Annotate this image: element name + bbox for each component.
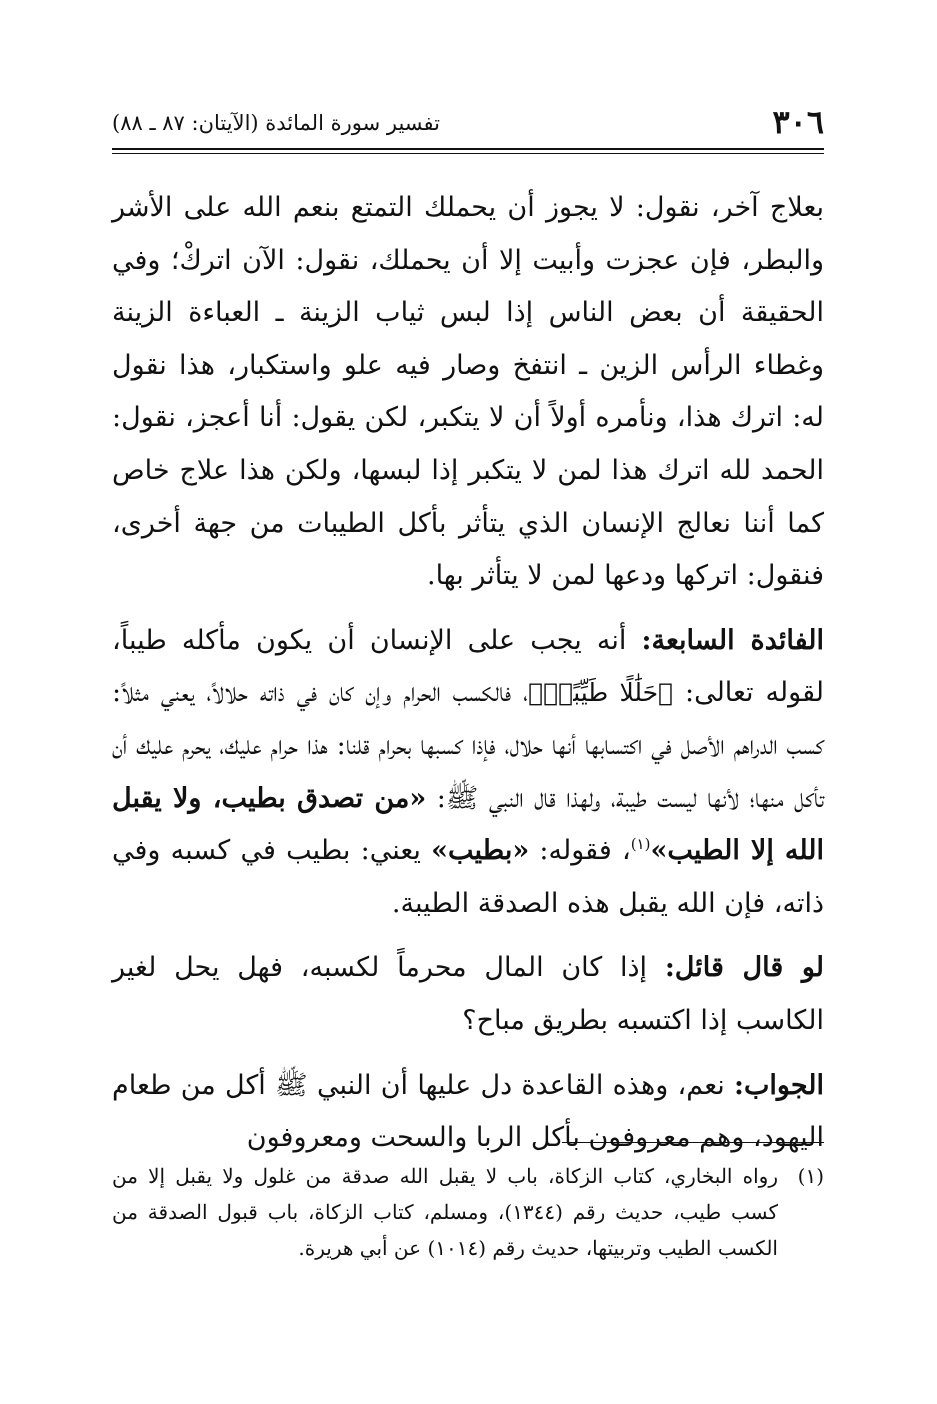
paragraph-4-text: نعم، وهذه القاعدة دل عليها أن النبي ﷺ أكل من طعام اليهود، وهم معروفون بأكل الربا والسحت ومعروفون: [112, 1069, 824, 1154]
running-title: تفسير سورة المائدة (الآيتان: ٨٧ ـ ٨٨): [112, 111, 440, 135]
paragraph-3-heading: لو قال قائل:: [664, 952, 824, 984]
footnote-reference: (١): [630, 835, 651, 854]
paragraph-3: [112, 942, 824, 1047]
footnote-text: رواه البخاري، كتاب الزكاة، باب لا يقبل الله صدقة من غلول ولا يقبل إلا من كسب طيب، حديث رقم (١٣٤٤)، ومسلم، كتاب الزكاة، باب قبول الصدقة من الكسب الطيب وتربيتها، حديث رقم (١٠١٤) عن أبي هريرة.: [112, 1164, 778, 1260]
header-rule: [112, 148, 824, 154]
paragraph-3-text: إذا كان المال محرماً لكسبه، فهل يحل لغير الكاسب إذا اكتسبه بطريق مباح؟: [112, 952, 824, 1036]
footnote-number: (١): [797, 1164, 824, 1188]
footnote-rule: [562, 1142, 824, 1143]
paragraph-2-text-a: أنه يجب على الإنسان أن يكون مأكله طيباً، لقوله تعالى:: [112, 624, 824, 709]
page-header: [112, 100, 824, 144]
paragraph-2-text-d: يعني: بطيب في كسبه وفي ذاته، فإن الله يقبل هذه الصدقة الطيبة.: [112, 835, 824, 919]
paragraph-2-text-b: ، فالكسب الحرام وإن كان في ذاته حلالاً، يعني مثلاً: كسب الدراهم الأصل في اكتسابها أنها حلال، فإذا كسبها بحرام قلنا: هذا حرام عليك، يحرم عليك أن تأكل منها؛ لأنها ليست طيبة، ولهذا قال النبي ﷺ:: [112, 677, 824, 814]
paragraph-4-heading: الجواب:: [734, 1069, 824, 1101]
quran-verse: ﴿حَلَٰلًا طَيِّبًاۚ﴾: [528, 678, 674, 708]
paragraph-2: [112, 615, 824, 931]
paragraph-1: بعلاج آخر، نقول: لا يجوز أن يحملك التمتع بنعم الله على الأشر والبطر، فإن عجزت وأبيت إلا أن يحملك، نقول: الآن اتركْ؛ وفي الحقيقة أن بعض الناس إذا لبس ثياب الزينة ـ العباءة الزينة وغطاء الرأس الزين ـ انتفخ وصار فيه علو واستكبار، هذا نقول له: اترك هذا، ونأمره أولاً أن لا يتكبر، لكن يقول: أنا أعجز، نقول: الحمد لله اترك هذا لمن لا يتكبر إذا لبسها، ولكن هذا علاج خاص كما أننا نعالج الإنسان الذي يتأثر بأكل الطيبات من جهة أخرى، فنقول: اتركها ودعها لمن لا يتأثر بها.: [112, 192, 824, 592]
footnote: [112, 1158, 824, 1266]
paragraph-4: [112, 1060, 824, 1165]
paragraph-2-heading: الفائدة السابعة:: [641, 624, 824, 656]
hadith-quote: «من تصدق بطيب، ولا يقبل الله إلا الطيب»: [112, 782, 824, 867]
quoted-word: «بطيب»: [431, 835, 530, 867]
page-body: [112, 182, 824, 1165]
page-number: ٣٠٦: [772, 103, 824, 141]
paragraph-2-text-c: ، فقوله:: [529, 835, 631, 867]
